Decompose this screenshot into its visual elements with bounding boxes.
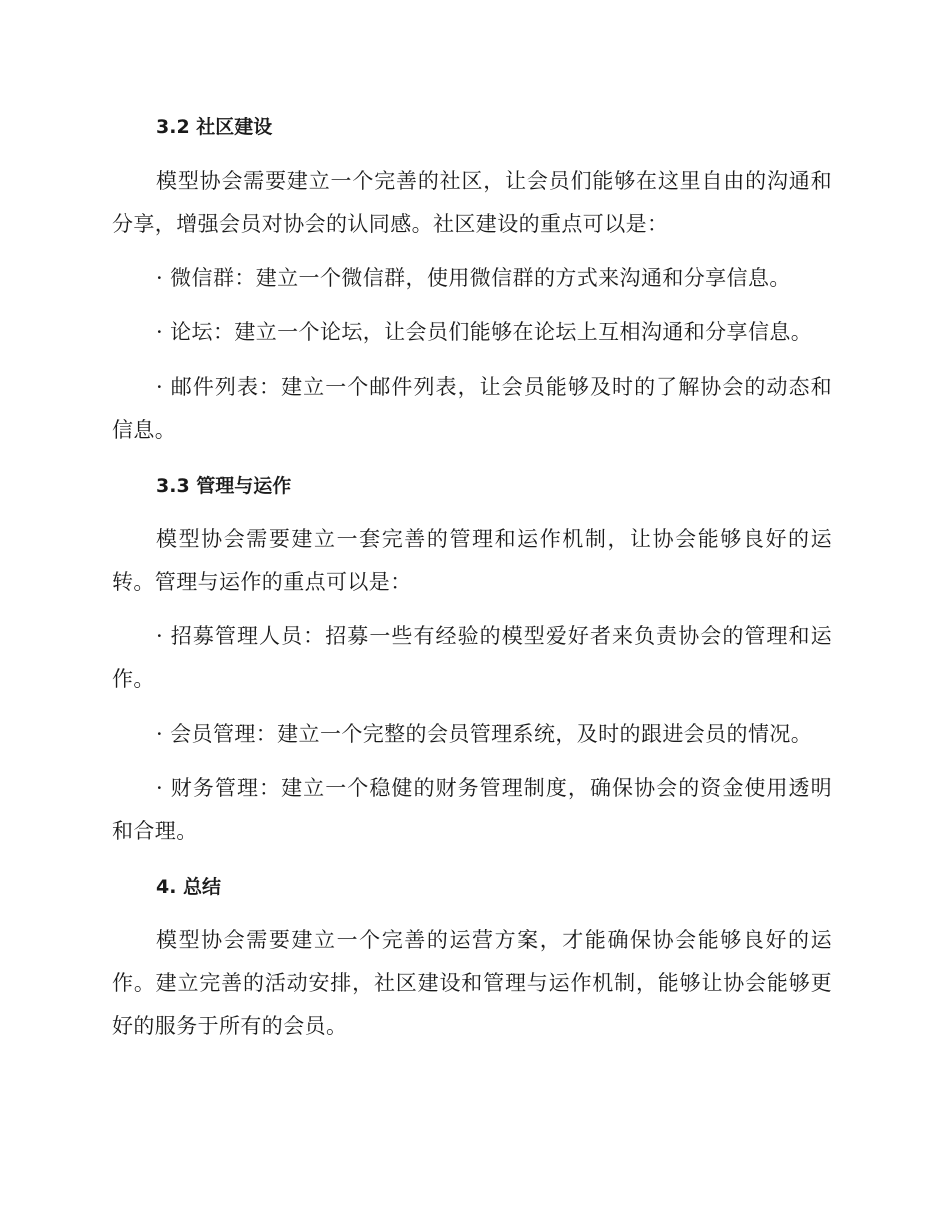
list-item-wechat-group: · 微信群：建立一个微信群，使用微信群的方式来沟通和分享信息。: [156, 266, 791, 290]
section-heading-summary: 4. 总结: [156, 876, 222, 898]
list-item-finance-management: · 财务管理：建立一个稳健的财务管理制度，确保协会的资金使用透明和合理。: [112, 776, 832, 843]
section-heading-community: 3.2 社区建设: [156, 116, 273, 138]
paragraph-summary: 模型协会需要建立一个完善的运营方案，才能确保协会能够良好的运作。建立完善的活动安排，社区建设和管理与运作机制，能够让协会能够更好的服务于所有的会员。: [112, 928, 832, 1038]
list-item-member-management: · 会员管理：建立一个完整的会员管理系统，及时的跟进会员的情况。: [156, 722, 813, 746]
paragraph-management-intro: 模型协会需要建立一套完善的管理和运作机制，让协会能够良好的运转。管理与运作的重点可以是：: [112, 527, 832, 594]
list-item-mailing-list: · 邮件列表：建立一个邮件列表，让会员能够及时的了解协会的动态和信息。: [112, 375, 832, 442]
section-heading-management: 3.3 管理与运作: [156, 475, 292, 497]
paragraph-community-intro: 模型协会需要建立一个完善的社区，让会员们能够在这里自由的沟通和分享，增强会员对协会的认同感。社区建设的重点可以是：: [112, 169, 832, 236]
list-item-recruit-managers: · 招募管理人员：招募一些有经验的模型爱好者来负责协会的管理和运作。: [112, 624, 832, 691]
list-item-forum: · 论坛：建立一个论坛，让会员们能够在论坛上互相沟通和分享信息。: [156, 320, 813, 344]
